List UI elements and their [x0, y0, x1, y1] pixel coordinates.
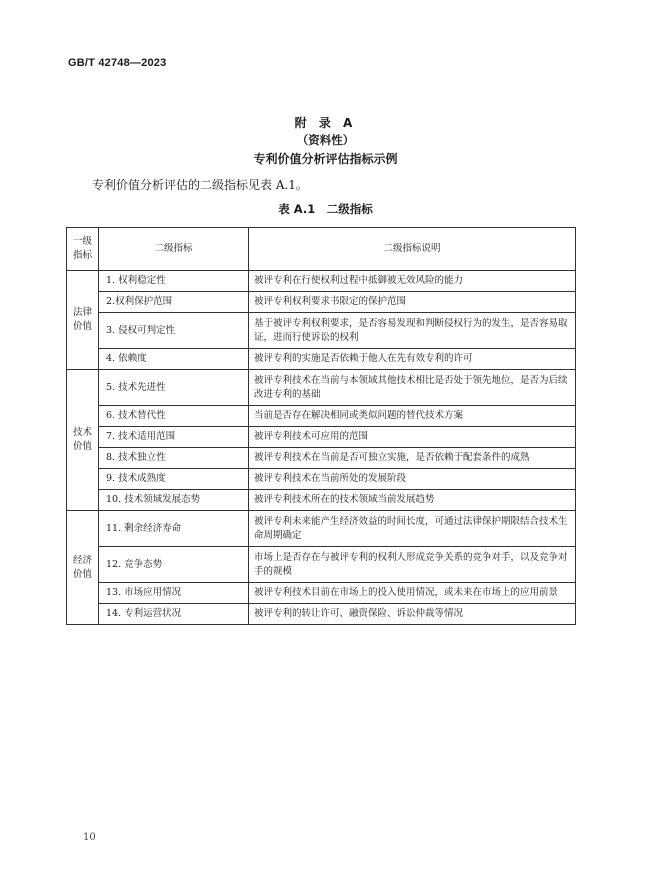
level1-cell: 技术价值	[67, 370, 99, 511]
description-cell: 被评专利技术在当前是否可独立实施，是否依赖于配套条件的成熟	[249, 448, 576, 469]
table-row	[67, 604, 576, 625]
level2-cell: 4. 依赖度	[99, 349, 249, 370]
appendix-subtitle: （资料性）	[296, 133, 355, 147]
level2-cell: 7. 技术适用范围	[99, 427, 249, 448]
indicator-table	[66, 227, 576, 625]
table-row	[67, 292, 576, 313]
table-row	[67, 406, 576, 427]
level2-cell: 2.权利保护范围	[99, 292, 249, 313]
level2-cell: 8. 技术独立性	[99, 448, 249, 469]
level1-cell: 法律价值	[67, 271, 99, 370]
description-cell: 被评专利技术所在的技术领域当前发展趋势	[249, 490, 576, 511]
header-desc: 二级指标说明	[249, 228, 576, 271]
header-level1: 一级指标	[67, 228, 99, 271]
appendix-heading: 专利价值分析评估指标示例	[253, 152, 398, 166]
header-level2: 二级指标	[99, 228, 249, 271]
level2-cell: 13. 市场应用情况	[99, 583, 249, 604]
description-cell: 被评专利权利要求书限定的保护范围	[249, 292, 576, 313]
level2-cell: 1. 权利稳定性	[99, 271, 249, 292]
table-row	[67, 271, 576, 292]
level2-cell: 9. 技术成熟度	[99, 469, 249, 490]
table-row	[67, 370, 576, 406]
description-cell: 当前是否存在解决相同或类似问题的替代技术方案	[249, 406, 576, 427]
table-body	[67, 271, 576, 625]
description-cell: 被评专利的转让许可、融资保险、诉讼仲裁等情况	[249, 604, 576, 625]
table-row	[67, 511, 576, 547]
description-cell: 被评专利技术可应用的范围	[249, 427, 576, 448]
table-caption: 表 A.1 二级指标	[278, 202, 373, 216]
description-cell: 被评专利的实施是否依赖于他人在先有效专利的许可	[249, 349, 576, 370]
intro-paragraph: 专利价值分析评估的二级指标见表 A.1。	[92, 178, 308, 192]
table-row	[67, 583, 576, 604]
level2-cell: 11. 剩余经济寿命	[99, 511, 249, 547]
appendix-title: 附 录 A	[294, 116, 357, 130]
table-header-row	[67, 228, 576, 271]
description-cell: 被评专利技术在当前所处的发展阶段	[249, 469, 576, 490]
table-row	[67, 349, 576, 370]
table-row	[67, 490, 576, 511]
description-cell: 被评专利技术目前在市场上的投入使用情况，或未来在市场上的应用前景	[249, 583, 576, 604]
level2-cell: 14. 专利运营状况	[99, 604, 249, 625]
description-cell: 被评专利技术在当前与本领域其他技术相比是否处于领先地位，是否为后续改进专利的基础	[249, 370, 576, 406]
description-cell: 被评专利在行使权利过程中抵御被无效风险的能力	[249, 271, 576, 292]
table-row	[67, 448, 576, 469]
level2-cell: 10. 技术领域发展态势	[99, 490, 249, 511]
table-row	[67, 313, 576, 349]
table-row	[67, 547, 576, 583]
description-cell: 基于被评专利权利要求，是否容易发现和判断侵权行为的发生，是否容易取证，进而行使诉讼的权利	[249, 313, 576, 349]
level1-cell: 经济价值	[67, 511, 99, 625]
table-row	[67, 469, 576, 490]
level2-cell: 12. 竞争态势	[99, 547, 249, 583]
level2-cell: 5. 技术先进性	[99, 370, 249, 406]
table-row	[67, 427, 576, 448]
description-cell: 市场上是否存在与被评专利的权利人形成竞争关系的竞争对手，以及竞争对手的规模	[249, 547, 576, 583]
page-number: 10	[83, 832, 96, 843]
level2-cell: 3. 侵权可判定性	[99, 313, 249, 349]
description-cell: 被评专利未来能产生经济效益的时间长度，可通过法律保护期限结合技术生命周期确定	[249, 511, 576, 547]
level2-cell: 6. 技术替代性	[99, 406, 249, 427]
standard-code: GB/T 42748—2023	[68, 57, 167, 69]
